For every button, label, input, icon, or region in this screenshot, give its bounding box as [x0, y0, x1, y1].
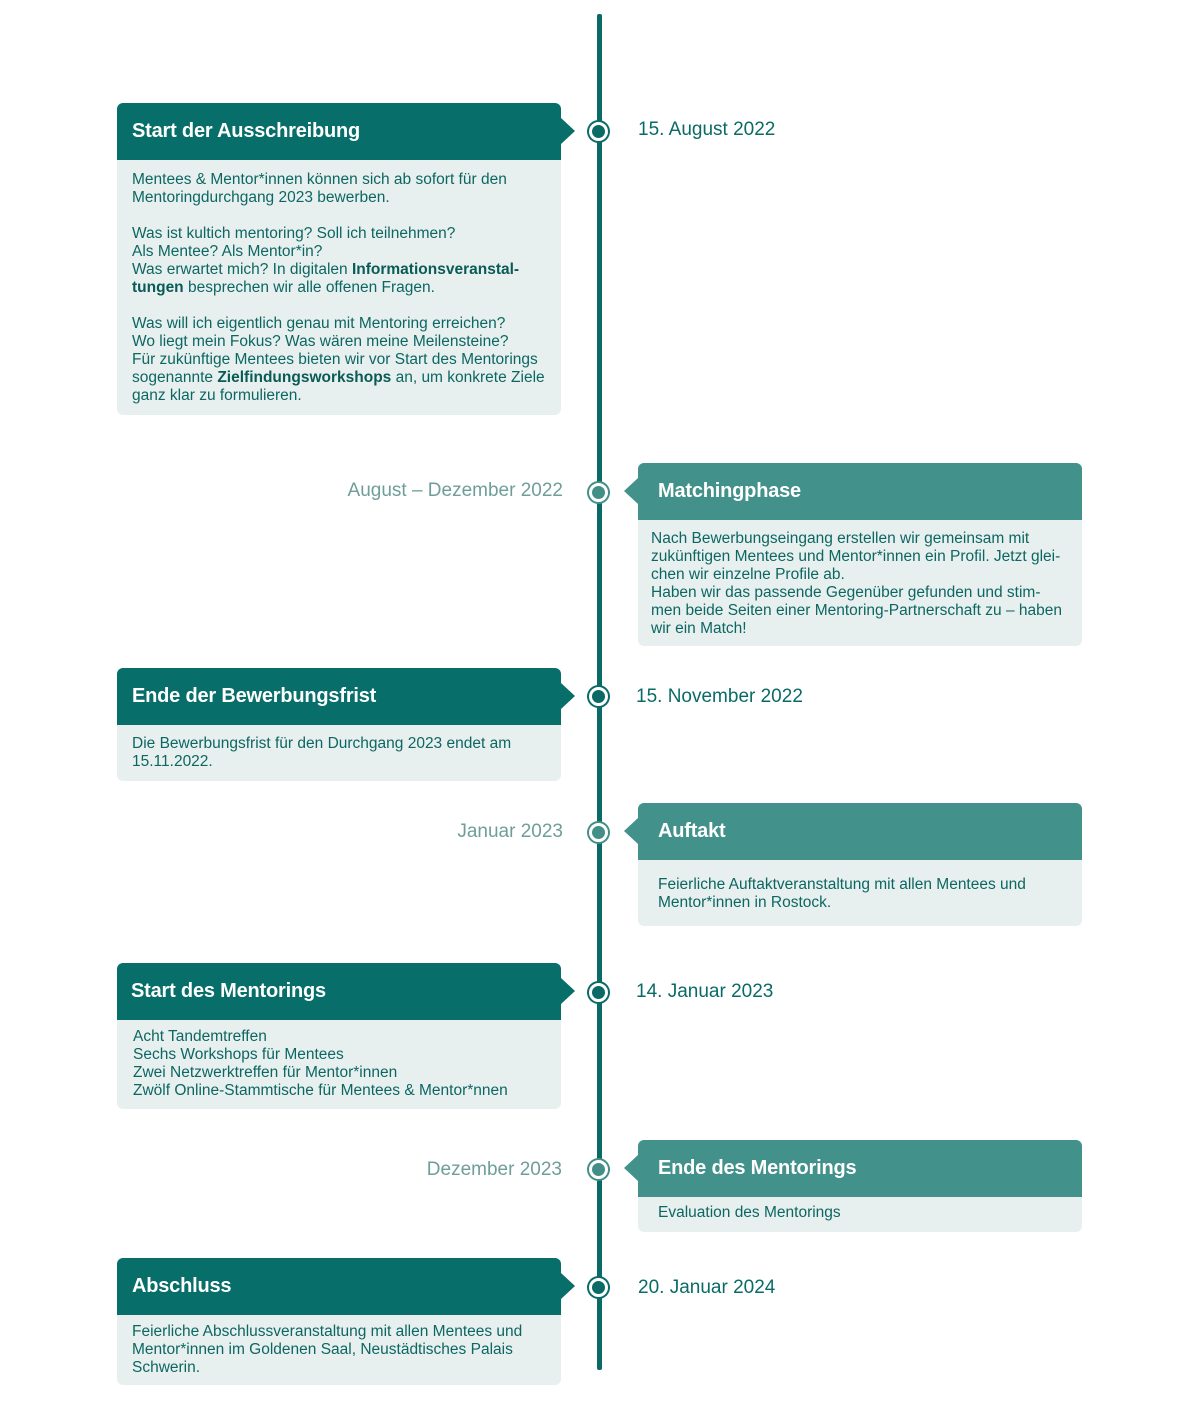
description-paragraph: Mentees & Mentor*innen können sich ab sofort für den Mentoringdurchgang 2023 bewerben. [132, 171, 507, 206]
description-line: Evaluation des Mentorings [658, 1204, 841, 1221]
description-line: Nach Bewerbungseingang erstellen wir gemeinsam mit zukünftigen Mentees und Mentor*innen ein Profil. Jetzt glei-chen wir einzelne Profile ab. [651, 530, 1061, 583]
list-item: Zwölf Online-Stammtische für Mentees & Mentor*nnen [133, 1082, 508, 1099]
timeline-marker [589, 983, 608, 1002]
description-line: Für zukünftige Mentees bieten wir vor Start des Mentorings sogenannte [132, 351, 538, 386]
event-card-auftakt [638, 803, 1082, 926]
event-description [638, 520, 1082, 646]
event-title: Matchingphase [638, 463, 1082, 520]
event-description [638, 1197, 1082, 1232]
event-card-matchingphase [638, 463, 1082, 646]
event-description [117, 725, 561, 781]
event-date: August – Dezember 2022 [347, 480, 563, 501]
event-title: Ende der Bewerbungsfrist [117, 668, 561, 725]
event-title: Ende des Mentorings [638, 1140, 1082, 1197]
event-description [117, 1315, 561, 1385]
event-date: 14. Januar 2023 [636, 981, 774, 1002]
event-title: Start der Ausschreibung [117, 103, 561, 160]
event-description [638, 860, 1082, 926]
list-item: Zwei Netzwerktreffen für Mentor*innen [133, 1064, 398, 1081]
event-date: 15. August 2022 [638, 119, 776, 140]
event-date: Dezember 2023 [426, 1159, 562, 1180]
description-line: Was erwartet mich? In digitalen [132, 261, 352, 278]
description-line: Als Mentee? Als Mentor*in? [132, 243, 323, 260]
description-line: Die Bewerbungsfrist für den Durchgang 2023 endet am 15.11.2022. [132, 735, 512, 770]
timeline-marker [589, 483, 608, 502]
description-line: besprechen wir alle offenen Fragen. [183, 279, 435, 296]
description-line: Feierliche Auftaktveranstaltung mit allen Mentees und Mentor*innen in Rostock. [658, 876, 1026, 911]
description-line: Haben wir das passende Gegenüber gefunden und stim-men beide Seiten einer Mentoring-Partnerschaft zu – haben wir ein Match! [651, 584, 1062, 637]
event-date: Januar 2023 [457, 821, 563, 842]
timeline-marker [589, 823, 608, 842]
timeline-marker [589, 1160, 608, 1179]
description-paragraph [132, 225, 546, 297]
event-card-ende-mentoring [638, 1140, 1082, 1232]
event-card-ende-bewerbungsfrist [117, 668, 561, 781]
description-line: Wo liegt mein Fokus? Was wären meine Meilensteine? [132, 333, 509, 350]
event-description [117, 160, 561, 415]
event-date: 20. Januar 2024 [638, 1277, 776, 1298]
description-paragraph [132, 315, 546, 405]
event-title: Start des Mentorings [117, 963, 561, 1020]
event-title: Auftakt [638, 803, 1082, 860]
timeline-marker [589, 687, 608, 706]
description-line: Was will ich eigentlich genau mit Mentoring erreichen? [132, 315, 506, 332]
timeline-marker [589, 1278, 608, 1297]
event-card-start-mentoring [117, 963, 561, 1109]
event-card-start-ausschreibung [117, 103, 561, 415]
highlight-informationsveranstaltungen: Informationsveranstal-tungen [132, 261, 520, 296]
list-item: Sechs Workshops für Mentees [133, 1046, 344, 1063]
list-item: Acht Tandemtreffen [133, 1028, 267, 1045]
event-card-abschluss [117, 1258, 561, 1385]
description-line: an, um konkrete Ziele ganz klar zu formulieren. [132, 369, 545, 404]
event-description [117, 1020, 561, 1109]
highlight-zielfindungsworkshops: Zielfindungsworkshops [217, 369, 392, 386]
description-line: Was ist kultich mentoring? Soll ich teilnehmen? [132, 225, 456, 242]
event-title: Abschluss [117, 1258, 561, 1315]
event-date: 15. November 2022 [636, 686, 803, 707]
description-line: Feierliche Abschlussveranstaltung mit allen Mentees und Mentor*innen im Goldenen Saal, Neustädtisches Palais Schwerin. [132, 1323, 523, 1376]
timeline-marker [589, 122, 608, 141]
